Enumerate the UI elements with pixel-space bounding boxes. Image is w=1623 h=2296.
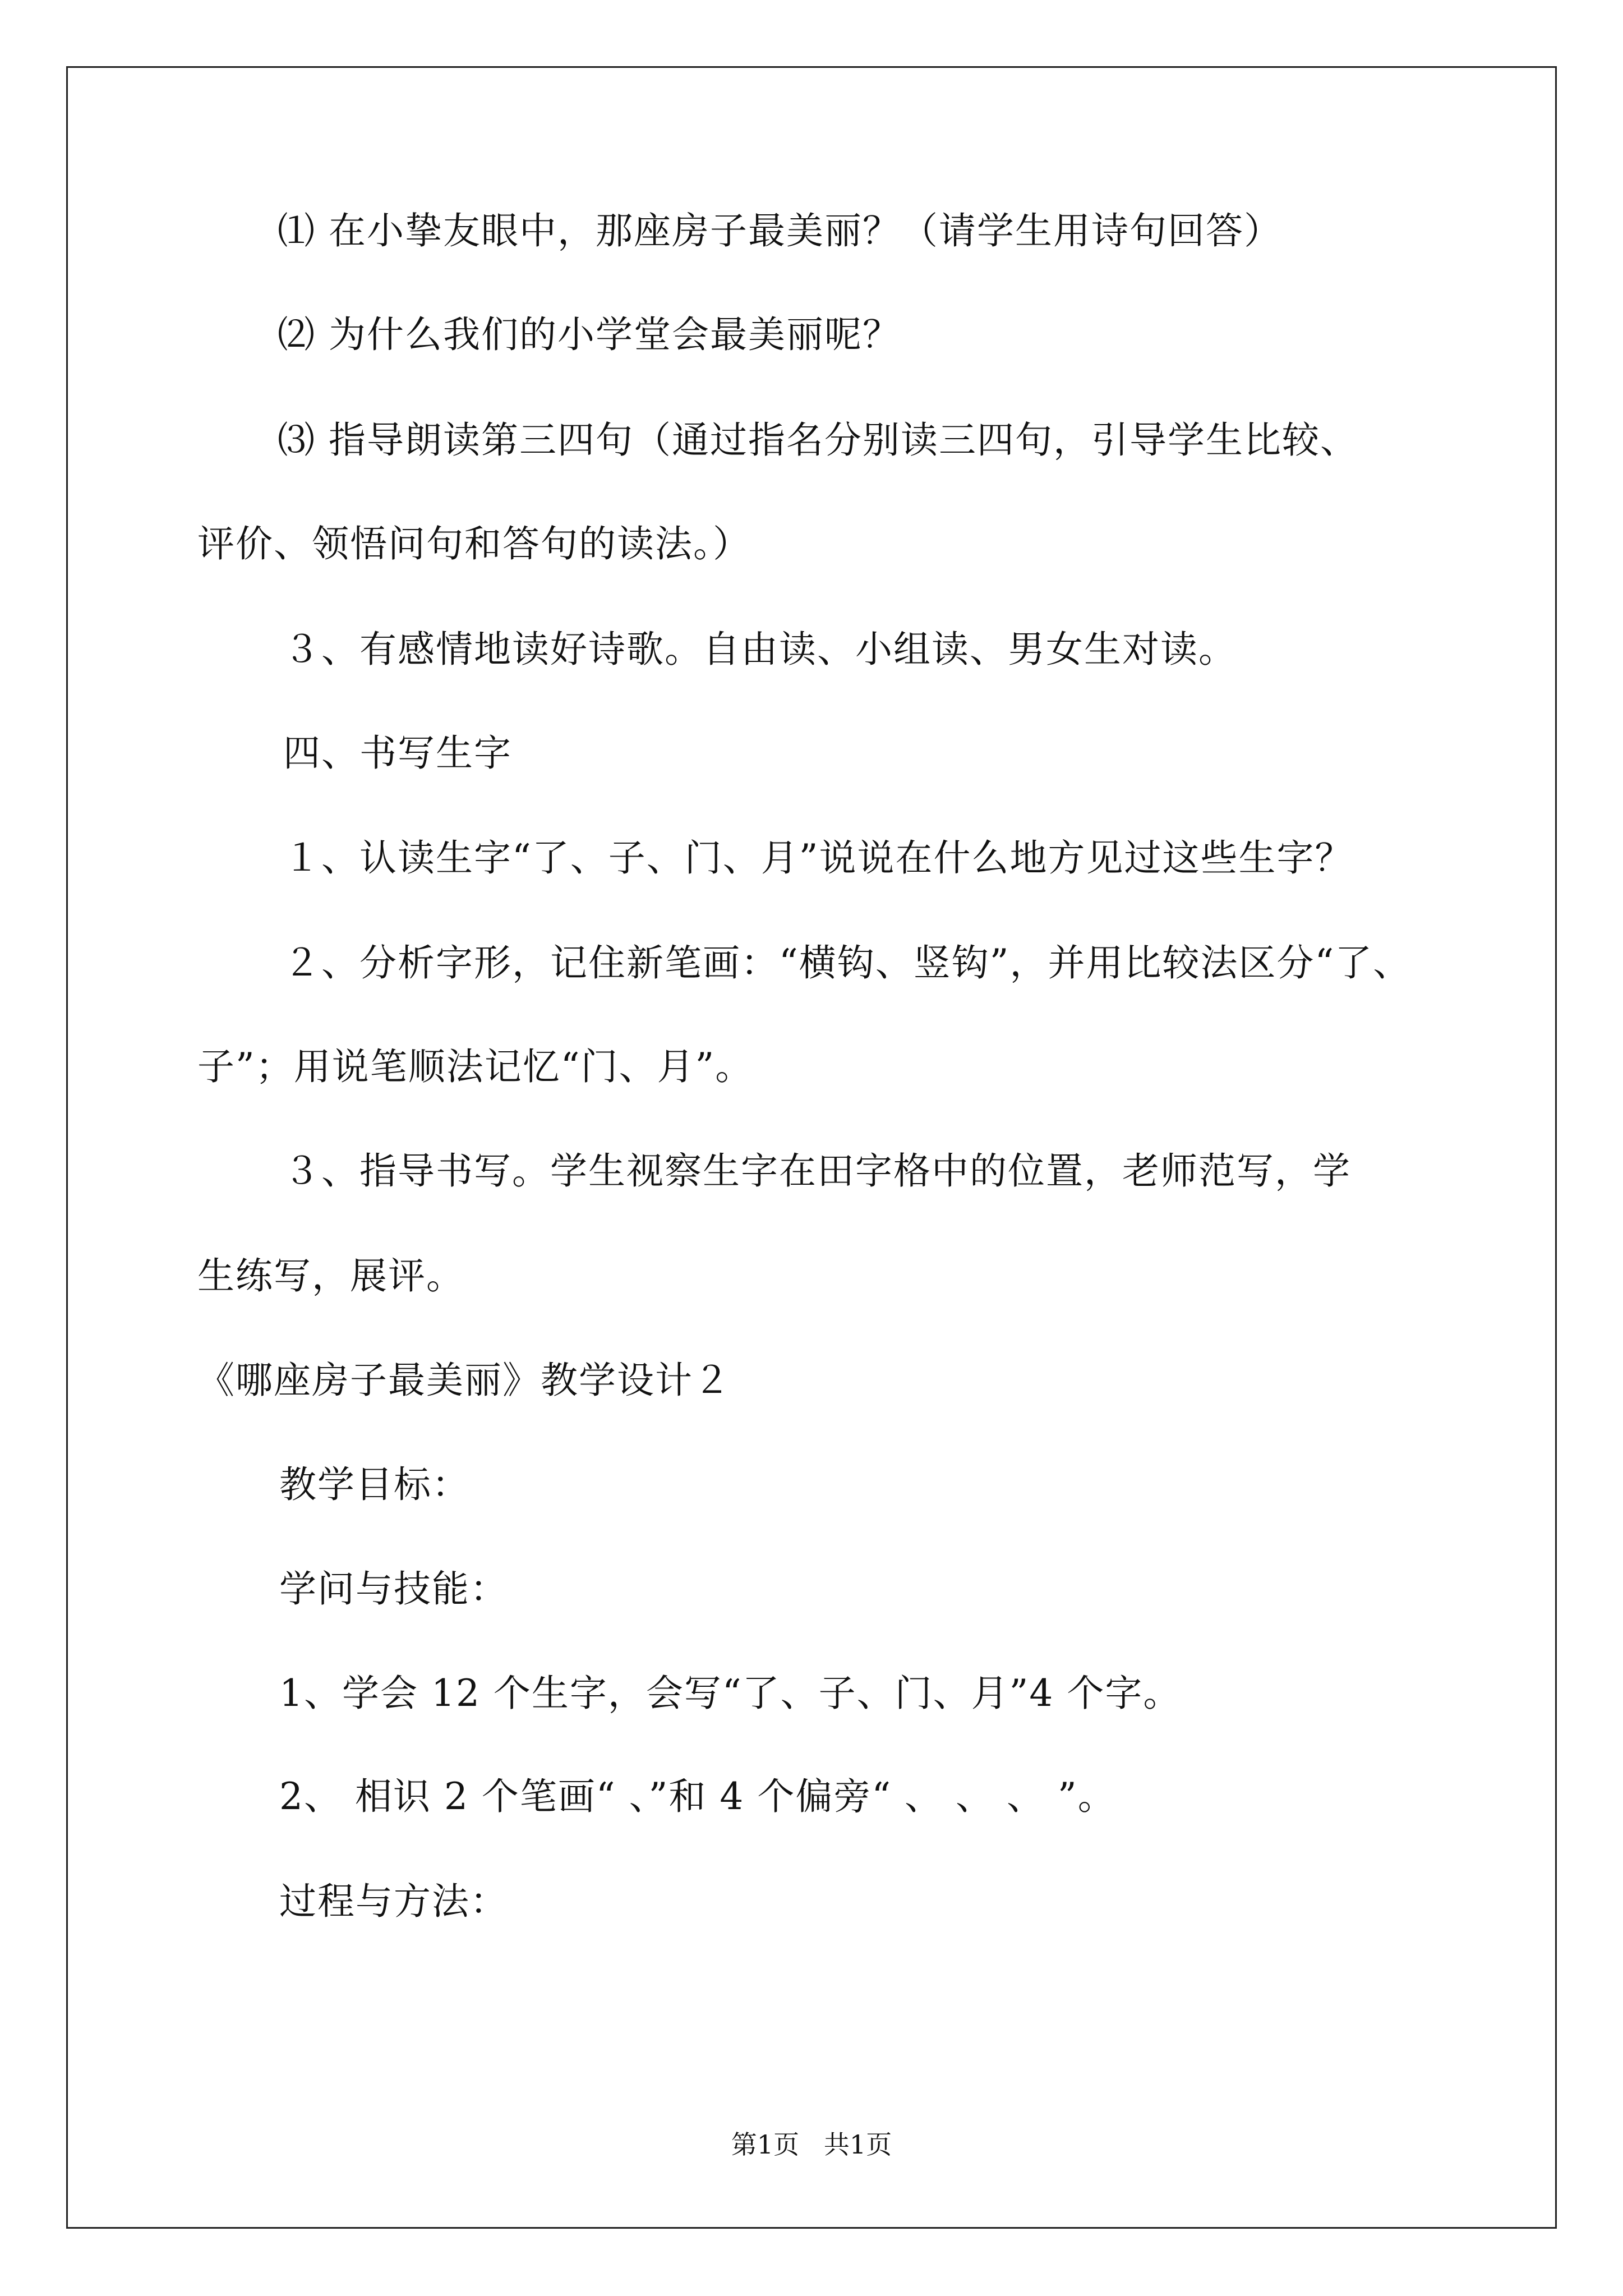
process-method-heading: 过程与方法： [279,1880,508,1923]
design-2-title: 《哪座房子最美丽》教学设计２ [197,1359,731,1402]
step-3-continued: 生练写，展评。 [197,1254,464,1297]
question-3-continued: 评价、领悟问句和答句的读法。） [197,522,751,565]
question-3: ⑶ 指导朗读第三四句（通过指名分别读三四句，引导学生比较、 [278,418,1358,462]
section-heading-write-characters: 四、书写生字 [283,731,512,775]
question-1: ⑴ 在小挚友眼中，那座房子最美丽？（请学生用诗句回答） [278,209,1282,252]
step-1-recognize-characters: １、认读生字“了、子、门、月”说说在什么地方见过这些生字？ [283,836,1353,880]
goal-2: 2、 相识 2 个笔画“ 、”和 4 个偏旁“ 、 、 、 ”。 [279,1775,1116,1818]
step-2-continued: 子”；用说笔顺法记忆“门、月”。 [197,1045,754,1088]
goal-1: 1、学会 12 个生字，会写“了、子、门、月”4 个字。 [279,1672,1182,1715]
teaching-goals-heading: 教学目标： [279,1463,470,1506]
step-3-guide-writing: ３、指导书写。学生视察生字在田字格中的位置，老师范写，学 [283,1149,1351,1193]
page-footer: 第1页 共1页 [731,2129,892,2160]
question-2: ⑵ 为什么我们的小学堂会最美丽呢？ [278,313,901,356]
step-2-analyze-shapes: ２、分析字形，记住新笔画：“横钩、竖钩”，并用比较法区分“了、 [283,941,1412,984]
step-3-read-poem: ３、有感情地读好诗歌。自由读、小组读、男女生对读。 [283,628,1237,671]
knowledge-skills-heading: 学问与技能： [279,1567,508,1611]
